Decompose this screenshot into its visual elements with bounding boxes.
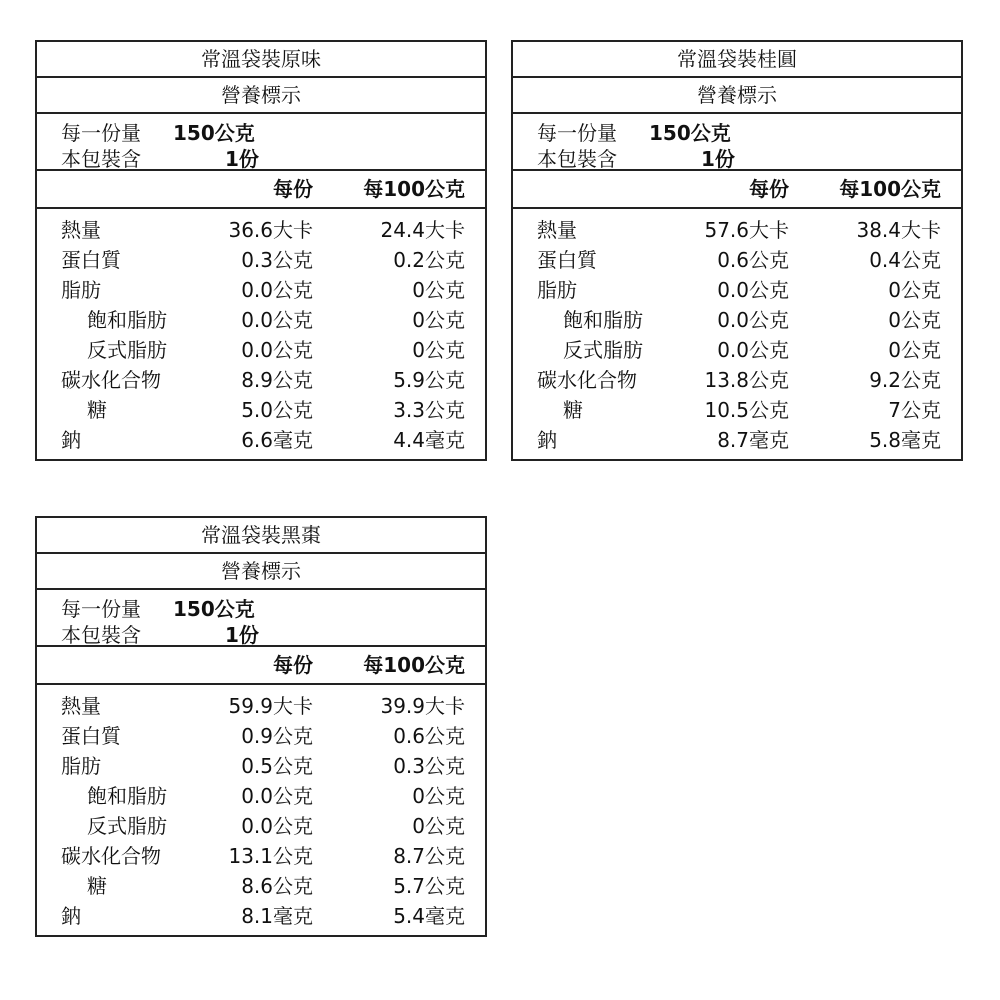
per-serving-value: 57.6大卡 [704,218,789,242]
table-row [37,751,485,781]
per-serving-value: 10.5公克 [704,398,789,422]
per-serving-value: 0.0公克 [241,784,313,808]
table-row [37,781,485,811]
per-100g-value: 0公克 [412,278,465,302]
table-row [513,335,961,365]
package-value: 1份 [225,623,259,647]
table-row [37,691,485,721]
serving-value: 150公克 [649,121,731,145]
table-row [513,425,961,455]
per-serving-value: 0.0公克 [717,338,789,362]
per-100g-value: 5.4毫克 [393,904,465,928]
per-100g-value: 8.7公克 [393,844,465,868]
table-row [37,365,485,395]
table-row [37,395,485,425]
table-row [513,215,961,245]
nutrient-name: 碳水化合物 [61,844,161,868]
per-serving-value: 0.5公克 [241,754,313,778]
serving-info [513,114,961,171]
column-header [513,171,961,209]
table-row [37,811,485,841]
per-100g-value: 5.8毫克 [869,428,941,452]
per-serving-value: 8.6公克 [241,874,313,898]
per-serving-value: 59.9大卡 [228,694,313,718]
nutrient-name: 碳水化合物 [537,368,637,392]
panel-title: 常溫袋裝原味 [37,42,485,78]
table-row [513,365,961,395]
table-row [513,275,961,305]
per-100g-value: 0.2公克 [393,248,465,272]
per-100g-value: 9.2公克 [869,368,941,392]
nutrient-name: 鈉 [537,428,557,452]
nutrition-label-black-date [35,516,487,937]
nutrient-name: 蛋白質 [61,248,121,272]
table-row [513,245,961,275]
nutrient-name: 碳水化合物 [61,368,161,392]
table-row [513,305,961,335]
nutrient-name: 反式脂肪 [87,338,167,362]
per-serving-value: 0.0公克 [241,338,313,362]
nutrient-name: 飽和脂肪 [87,784,167,808]
table-row [513,395,961,425]
panel-title: 常溫袋裝桂圓 [513,42,961,78]
per-100g-value: 0公克 [412,784,465,808]
nutrient-name: 蛋白質 [61,724,121,748]
serving-value: 150公克 [173,121,255,145]
per-serving-value: 0.3公克 [241,248,313,272]
col-per-serving: 每份 [273,177,313,201]
per-serving-value: 0.0公克 [241,278,313,302]
per-serving-value: 6.6毫克 [241,428,313,452]
per-serving-value: 0.0公克 [717,308,789,332]
per-100g-value: 5.7公克 [393,874,465,898]
per-100g-value: 4.4毫克 [393,428,465,452]
serving-info [37,114,485,171]
nutrient-name: 鈉 [61,428,81,452]
nutrition-label-longan [511,40,963,461]
table-row [37,305,485,335]
table-row [37,721,485,751]
nutrient-name: 脂肪 [61,278,101,302]
per-100g-value: 0公克 [888,338,941,362]
serving-info [37,590,485,647]
nutrient-name: 飽和脂肪 [87,308,167,332]
per-100g-value: 0公克 [412,308,465,332]
per-100g-value: 0公克 [412,338,465,362]
per-100g-value: 0.4公克 [869,248,941,272]
package-label: 本包裝含 [61,623,141,647]
per-100g-value: 24.4大卡 [380,218,465,242]
nutrient-name: 蛋白質 [537,248,597,272]
table-row [37,275,485,305]
col-per-100g: 每100公克 [839,177,941,201]
nutrient-name: 脂肪 [537,278,577,302]
table-row [37,871,485,901]
nutrient-rows [513,209,961,459]
serving-label: 每一份量 [537,121,617,145]
panel-subtitle: 營養標示 [37,78,485,114]
per-serving-value: 0.0公克 [717,278,789,302]
col-per-100g: 每100公克 [363,177,465,201]
per-serving-value: 0.0公克 [241,814,313,838]
column-header [37,647,485,685]
nutrient-name: 糖 [87,398,107,422]
nutrient-name: 反式脂肪 [563,338,643,362]
package-label: 本包裝含 [537,147,617,171]
nutrient-name: 脂肪 [61,754,101,778]
nutrient-name: 糖 [87,874,107,898]
per-100g-value: 39.9大卡 [380,694,465,718]
per-serving-value: 8.9公克 [241,368,313,392]
nutrient-rows [37,209,485,459]
per-100g-value: 7公克 [888,398,941,422]
per-serving-value: 13.8公克 [704,368,789,392]
per-serving-value: 8.7毫克 [717,428,789,452]
per-serving-value: 0.6公克 [717,248,789,272]
per-100g-value: 0.3公克 [393,754,465,778]
nutrient-name: 熱量 [537,218,577,242]
per-serving-value: 36.6大卡 [228,218,313,242]
per-100g-value: 5.9公克 [393,368,465,392]
per-100g-value: 0公克 [888,278,941,302]
per-serving-value: 13.1公克 [228,844,313,868]
per-100g-value: 38.4大卡 [856,218,941,242]
panel-subtitle: 營養標示 [513,78,961,114]
package-value: 1份 [225,147,259,171]
package-value: 1份 [701,147,735,171]
nutrient-rows [37,685,485,935]
per-serving-value: 8.1毫克 [241,904,313,928]
per-100g-value: 3.3公克 [393,398,465,422]
per-100g-value: 0公克 [412,814,465,838]
serving-label: 每一份量 [61,597,141,621]
serving-value: 150公克 [173,597,255,621]
nutrient-name: 鈉 [61,904,81,928]
column-header [37,171,485,209]
col-per-serving: 每份 [273,653,313,677]
nutrient-name: 糖 [563,398,583,422]
panel-subtitle: 營養標示 [37,554,485,590]
nutrient-name: 熱量 [61,694,101,718]
package-label: 本包裝含 [61,147,141,171]
serving-label: 每一份量 [61,121,141,145]
col-per-100g: 每100公克 [363,653,465,677]
nutrition-label-original [35,40,487,461]
table-row [37,215,485,245]
table-row [37,901,485,931]
col-per-serving: 每份 [749,177,789,201]
nutrient-name: 熱量 [61,218,101,242]
per-serving-value: 0.9公克 [241,724,313,748]
table-row [37,335,485,365]
table-row [37,245,485,275]
nutrient-name: 飽和脂肪 [563,308,643,332]
per-serving-value: 5.0公克 [241,398,313,422]
per-serving-value: 0.0公克 [241,308,313,332]
table-row [37,425,485,455]
nutrient-name: 反式脂肪 [87,814,167,838]
panel-title: 常溫袋裝黑棗 [37,518,485,554]
table-row [37,841,485,871]
per-100g-value: 0公克 [888,308,941,332]
per-100g-value: 0.6公克 [393,724,465,748]
